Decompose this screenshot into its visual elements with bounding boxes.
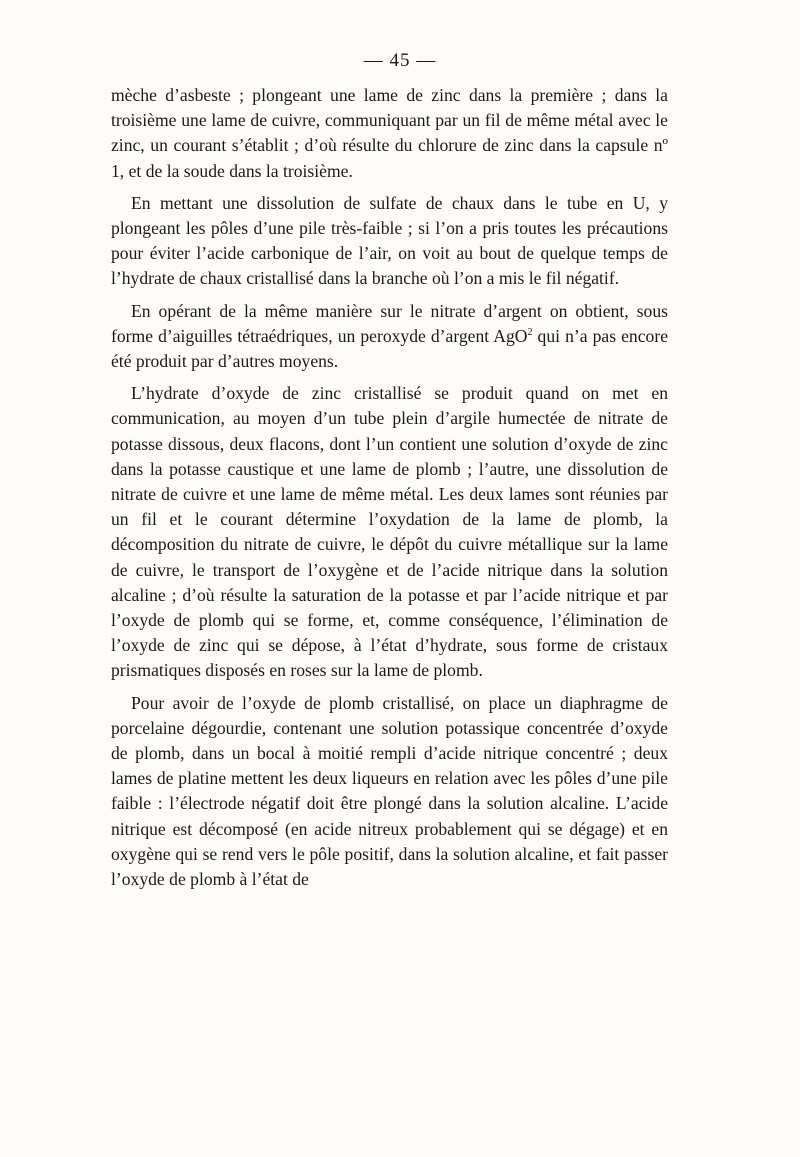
paragraph-3-text: En opérant de la même manière sur le nitrate d’argent on obtient, sous forme d’aiguilles tétraédriques, un peroxyde d’argent AgO — [111, 300, 668, 346]
paragraph-1: mèche d’asbeste ; plongeant une lame de zinc dans la première ; dans la troisième une lame de cuivre, communiquant par un fil de même métal avec le zinc, un courant s’établit ; d’où résulte du chlorure de zinc dans la capsule nº 1, et de la soude dans la troisième. — [111, 85, 668, 181]
body-text — [111, 83, 668, 899]
formula-superscript: 2 — [527, 326, 533, 338]
paragraph-2: En mettant une dissolution de sulfate de chaux dans le tube en U, y plongeant les pôles d’une pile très-faible ; si l’on a pris toutes les précautions pour éviter l’acide carbonique de l’air, on voit au bout de quelque temps de l’hydrate de chaux cristallisé dans la branche où l’on a mis le fil négatif. — [111, 192, 668, 289]
page-number: — 45 — — [363, 50, 437, 71]
paragraph-5: Pour avoir de l’oxyde de plomb cristallisé, on place un diaphragme de porcelaine dégourdie, contenant une solution potassique concentrée d’oxyde de plomb, dans un bocal à moitié rempli d’acide nitrique concentré ; deux lames de platine mettent les deux liqueurs en relation avec les pôles d’une pile faible : l’électrode négatif doit être plongé dans la solution alcaline. L’acide nitrique est décomposé (en acide nitreux probablement qui se dégage) et en oxygène qui se rend vers le pôle positif, dans la solution alcaline, et fait passer l’oxyde de plomb à l’état de — [111, 692, 668, 890]
paragraph-4: L’hydrate d’oxyde de zinc cristallisé se produit quand on met en communication, au moyen d’un tube plein d’argile humectée de nitrate de potasse dissous, deux flacons, dont l’un contient une solution d’oxyde de zinc dans la potasse caustique et une lame de plomb ; l’autre, une dissolution de nitrate de cuivre et une lame de même métal. Les deux lames sont réunies par un fil et le courant détermine l’oxydation de la lame de plomb, la décomposition du nitrate de cuivre, le dépôt du cuivre métallique sur la lame de cuivre, le transport de l’oxygène et de l’acide nitrique dans la solution alcaline ; d’où résulte la saturation de la potasse et par l’acide nitrique et par l’oxyde de plomb qui se forme, et, comme conséquence, l’élimination de l’oxyde de zinc qui se dépose, à l’état d’hydrate, sous forme de cristaux prismatiques disposés en roses sur la lame de plomb. — [111, 383, 668, 681]
paragraph-3 — [111, 299, 668, 375]
paragraph-3-tail: qui n’a pas encore été produit par d’autres moyens. — [111, 325, 669, 372]
